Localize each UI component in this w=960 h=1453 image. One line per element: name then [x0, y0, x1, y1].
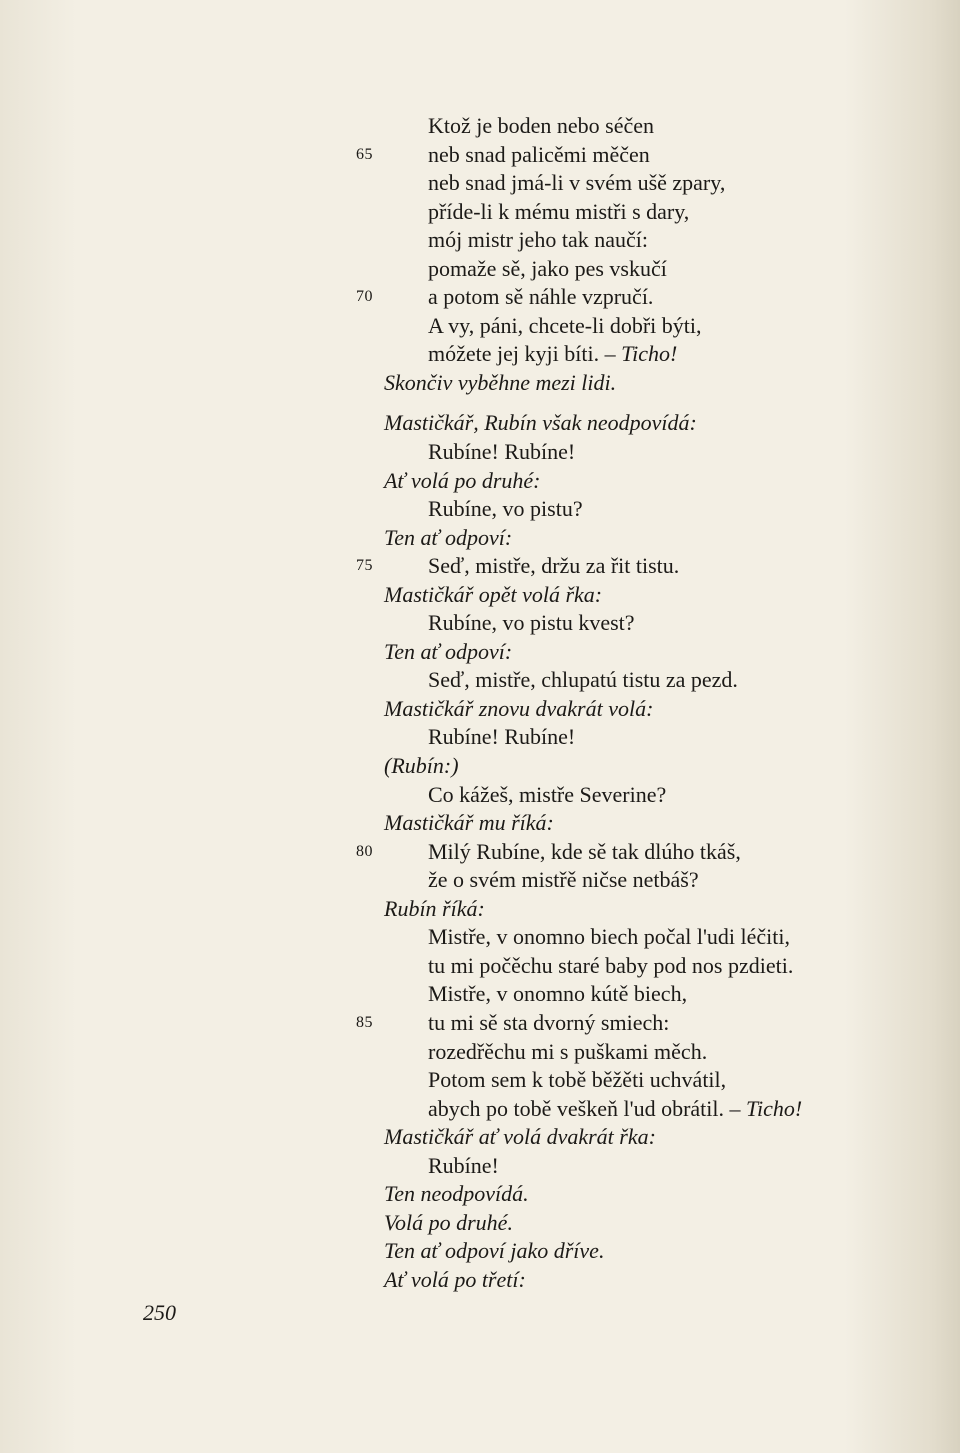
stage-direction-text [384, 524, 512, 553]
verse-text [428, 1009, 669, 1038]
verse-line [0, 226, 960, 255]
verse-line [0, 1152, 960, 1181]
verse-text [428, 952, 793, 981]
line-text: Mistře, v onomno kútě biech, [428, 981, 688, 1007]
verse-text [428, 923, 790, 952]
line-text: mój mistr jeho tak naučí: [428, 227, 648, 253]
verse-line [0, 923, 960, 952]
verse-text [428, 1095, 802, 1124]
verse-text [428, 723, 575, 752]
line-gap [0, 397, 960, 409]
stage-direction-text [384, 1266, 526, 1295]
stage-direction-text [384, 1209, 513, 1238]
line-text: Rubíne! [428, 1152, 499, 1178]
line-text: Co kážeš, mistře Severine? [428, 781, 667, 807]
verse-line [0, 112, 960, 141]
line-text: Ten ať odpoví jako dříve. [384, 1238, 605, 1264]
verse-line [0, 866, 960, 895]
line-text: Mastičkář, Rubín však neodpovídá: [384, 410, 697, 436]
stage-direction-text [384, 409, 697, 438]
line-text: příde-li k mému mistři s dary, [428, 198, 690, 224]
verse-line [0, 340, 960, 369]
stage-direction-text [384, 695, 653, 724]
stage-direction [0, 809, 960, 838]
line-text: neb snad palicěmi měčen [428, 141, 650, 167]
stage-direction-text [384, 809, 554, 838]
stage-interjection: Ticho! [746, 1095, 803, 1121]
verse-line [0, 1038, 960, 1067]
line-text: Mastičkář ať volá dvakrát řka: [384, 1124, 656, 1150]
line-text: Rubíne, vo pistu kvest? [428, 610, 635, 636]
verse-line [0, 1009, 960, 1038]
verse-text [428, 609, 635, 638]
line-text: Skončiv vyběhne mezi lidi. [384, 369, 617, 395]
verse-text [428, 141, 650, 170]
stage-direction-text [384, 1180, 529, 1209]
verse-text [428, 198, 689, 227]
verse-text [428, 283, 653, 312]
verse-text [428, 1152, 499, 1181]
line-number: 65 [356, 145, 373, 163]
verse-text [428, 1066, 726, 1095]
verse-line [0, 198, 960, 227]
verse-line [0, 552, 960, 581]
stage-direction [0, 895, 960, 924]
line-text: Ktož je boden nebo séčen [428, 113, 655, 138]
verse-text [428, 980, 687, 1009]
line-text: Mastičkář znovu dvakrát volá: [384, 695, 654, 721]
verse-line [0, 283, 960, 312]
verse-text [428, 312, 702, 341]
line-text: abych po tobě veškeň l'ud obrátil. – [428, 1095, 741, 1121]
verse-text [428, 169, 725, 198]
line-text: tu mi počěchu staré baby pod nos pzdieti. [428, 952, 794, 978]
stage-direction [0, 369, 960, 398]
line-text: neb snad jmá-li v svém ušě zpary, [428, 170, 726, 196]
line-text: Mastičkář mu říká: [384, 810, 554, 836]
stage-direction [0, 581, 960, 610]
stage-direction-text [384, 581, 602, 610]
verse-text [428, 438, 575, 467]
verse-text [428, 255, 667, 284]
verse-text [428, 666, 738, 695]
stage-direction [0, 524, 960, 553]
verse-line [0, 1066, 960, 1095]
stage-direction [0, 467, 960, 496]
line-text: Milý Rubíne, kde sě tak dlúho tkáš, [428, 838, 741, 864]
line-number: 75 [356, 557, 373, 575]
verse-text [428, 112, 654, 141]
verse-text [428, 838, 741, 867]
verse-line [0, 169, 960, 198]
verse-block [0, 112, 960, 1294]
line-text: pomaže sě, jako pes vskučí [428, 255, 667, 281]
verse-line [0, 781, 960, 810]
verse-line [0, 723, 960, 752]
line-text: Rubíne! Rubíne! [428, 724, 576, 750]
stage-direction [0, 752, 960, 781]
stage-direction-text [384, 752, 459, 781]
verse-line [0, 1095, 960, 1124]
stage-interjection: Ticho! [621, 341, 678, 367]
stage-direction-text [384, 1237, 604, 1266]
line-text: Ten ať odpoví: [384, 638, 513, 664]
verse-line [0, 312, 960, 341]
stage-direction-text [384, 1123, 656, 1152]
line-text: A vy, páni, chcete-li dobři býti, [428, 312, 702, 338]
stage-direction [0, 1237, 960, 1266]
line-text: Ten ať odpoví: [384, 524, 513, 550]
line-number: 70 [356, 288, 373, 306]
line-text: Volá po druhé. [384, 1209, 513, 1235]
verse-line [0, 838, 960, 867]
line-text: Mistře, v onomno biech počal l'udi léčiti, [428, 924, 791, 950]
line-text: (Rubín:) [384, 753, 459, 779]
verse-line [0, 255, 960, 284]
line-text: Rubíne! Rubíne! [428, 439, 576, 465]
line-text: a potom sě náhle vzpručí. [428, 284, 654, 310]
stage-direction [0, 1123, 960, 1152]
line-text: Ten neodpovídá. [384, 1181, 529, 1207]
verse-text [428, 781, 666, 810]
line-text: Mastičkář opět volá řka: [384, 581, 603, 607]
stage-direction-text [384, 895, 485, 924]
line-text: Seď, mistře, chlupatú tistu za pezd. [428, 667, 738, 693]
line-text: že o svém mistřě ničse netbáš? [428, 867, 699, 893]
verse-line [0, 952, 960, 981]
line-text: Seď, mistře, držu za řit tistu. [428, 553, 680, 579]
verse-text [428, 226, 648, 255]
line-text: Rubín říká: [384, 895, 485, 921]
stage-direction [0, 1180, 960, 1209]
verse-text [428, 552, 679, 581]
line-number: 80 [356, 842, 373, 860]
stage-direction [0, 695, 960, 724]
verse-line [0, 609, 960, 638]
verse-line [0, 980, 960, 1009]
stage-direction [0, 638, 960, 667]
verse-text [428, 495, 583, 524]
line-text: Ať volá po třetí: [384, 1266, 526, 1292]
stage-direction-text [384, 638, 512, 667]
verse-line [0, 438, 960, 467]
stage-direction-text [384, 369, 616, 398]
line-text: Rubíne, vo pistu? [428, 496, 583, 522]
stage-direction [0, 1266, 960, 1295]
line-text: Ať volá po druhé: [384, 467, 541, 493]
verse-line [0, 666, 960, 695]
verse-line [0, 141, 960, 170]
line-text: rozedřěchu mi s puškami měch. [428, 1038, 708, 1064]
verse-text [428, 340, 677, 369]
verse-text [428, 1038, 707, 1067]
verse-text [428, 866, 699, 895]
stage-direction-text [384, 467, 540, 496]
line-text: tu mi sě sta dvorný smiech: [428, 1009, 670, 1035]
stage-direction [0, 409, 960, 438]
line-number: 85 [356, 1013, 373, 1031]
page-number: 250 [143, 1300, 176, 1325]
line-text: Potom sem k tobě běžěti uchvátil, [428, 1067, 727, 1093]
stage-direction [0, 1209, 960, 1238]
line-text: móžete jej kyji bíti. – [428, 341, 616, 367]
verse-line [0, 495, 960, 524]
